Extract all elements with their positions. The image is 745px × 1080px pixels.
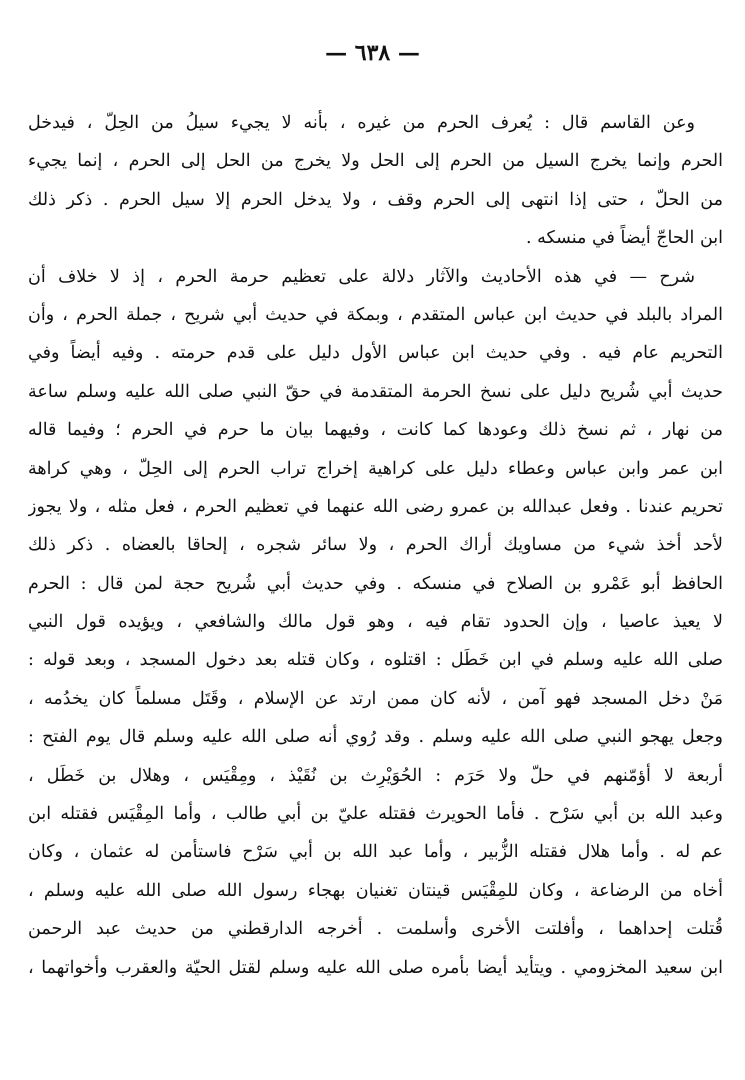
text-line: الحافظ أبو عَمْرو بن الصلاح في منسكه . وفي حديث أبي شُريح حجة لمن قال : الحرم bbox=[28, 573, 723, 594]
text-line: من الحلّ ، حتى إذا انتهى إلى الحرم وقف ، ولا يدخل الحرم إلا سيل الحرم . ذكر ذلك bbox=[28, 189, 723, 210]
text-line: شرح — في هذه الأحاديث والآثار دلالة على تعظيم حرمة الحرم ، إذ لا خلاف أن bbox=[28, 266, 695, 287]
text-line: أخاه من الرضاعة ، وكان للمِقْيَس قينتان تغنيان بهجاء رسول الله صلى الله عليه وسلم ، bbox=[28, 880, 723, 901]
text-line: تحريم عندنا . وفعل عبدالله بن عمرو رضى الله عنهما في تعظيم الحرم ، فعل مثله ، ولا يجوز bbox=[28, 496, 723, 517]
text-line: وعن القاسم قال : يُعرف الحرم من غيره ، بأنه لا يجيء سيلُ من الحِلّ ، فيدخل bbox=[28, 113, 695, 133]
text-line: من نهار ، ثم نسخ ذلك وعودها كما كانت ، وفيهما بيان ما حرم في الحرم ؛ وفيما قاله bbox=[28, 420, 723, 441]
page-number: — ٦٣٨ — bbox=[325, 40, 420, 66]
text-line: وعبد الله بن أبي سَرْح . فأما الحويرث فقتله عليّ بن أبي طالب ، وأما المِقْيَس فقتله ابن bbox=[28, 804, 723, 825]
text-line: صلى الله عليه وسلم في ابن خَطَل : اقتلوه ، وكان قتله بعد دخول المسجد ، وبعد قوله : bbox=[28, 650, 723, 671]
text-line: ابن الحاجّ أيضاً في منسكه . bbox=[525, 228, 723, 249]
text-line: ابن سعيد المخزومي . ويتأيد أيضا بأمره صلى الله عليه وسلم لقتل الحيّة والعقرب وأخواتهما ، bbox=[28, 957, 723, 978]
text-line: مَنْ دخل المسجد فهو آمن ، لأنه كان ممن ارتد عن الإسلام ، وقَتَل مسلماً كان يخدُمه ، bbox=[28, 688, 723, 709]
text-line: الحرم وإنما يخرج السيل من الحرم إلى الحل ولا يخرج من الحل إلى الحرم ، إنما يجيء bbox=[28, 151, 723, 172]
text-line: عم له . وأما هلال فقتله الزُّبير ، وأما عبد الله بن أبي سَرْح فاستأمن له عثمان ، وكان bbox=[28, 842, 723, 863]
text-line: وجعل يهجو النبي صلى الله عليه وسلم . وقد رُوي أنه صلى الله عليه وسلم قال يوم الفتح : bbox=[28, 727, 723, 748]
text-line: لا يعيذ عاصيا ، وإن الحدود تقام فيه ، وهو قول مالك والشافعي ، ويؤيده قول النبي bbox=[28, 612, 723, 633]
text-line: قُتلت إحداهما ، وأفلتت الأخرى وأسلمت . أخرجه الدارقطني من حديث عبد الرحمن bbox=[28, 919, 723, 940]
text-line: ابن عمر وابن عباس وعطاء دليل على كراهية إخراج تراب الحرم إلى الحِلّ ، وهي كراهة bbox=[28, 458, 723, 479]
body-text bbox=[28, 104, 723, 987]
text-line: التحريم عام فيه . وفي حديث ابن عباس الأول دليل على قدم حرمته . وفيه أيضاً وفي bbox=[28, 343, 723, 364]
text-line: لأحد أخذ شيء من مساويك أراك الحرم ، ولا سائر شجره ، إلحاقا بالعضاه . ذكر ذلك bbox=[28, 535, 723, 556]
text-line: حديث أبي شُريح دليل على نسخ الحرمة المتقدمة في حقّ النبي صلى الله عليه وسلم ساعة bbox=[28, 381, 723, 402]
text-line: أربعة لا أؤمّنهم في حلّ ولا حَرَم : الحُوَيْرِث بن نُقَيْذ ، ومِقْيَس ، وهلال بن خَطَل ، bbox=[28, 765, 723, 786]
text-line: المراد بالبلد في حديث ابن عباس المتقدم ، وبمكة في حديث أبي شريح ، جملة الحرم ، وأن bbox=[28, 304, 723, 325]
